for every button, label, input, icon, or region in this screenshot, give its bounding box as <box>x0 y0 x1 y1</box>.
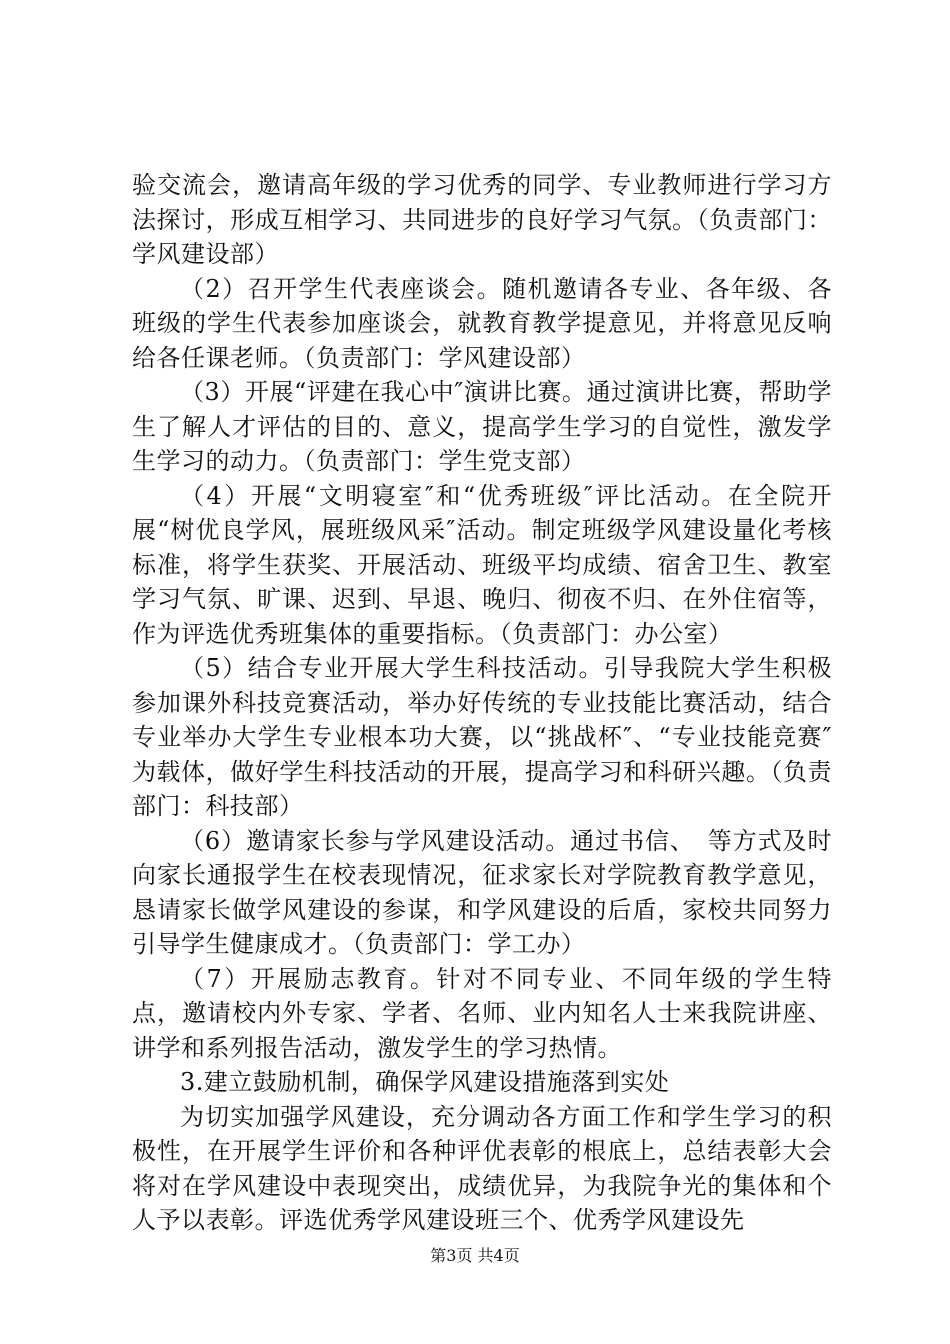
paragraph-continuation: 验交流会，邀请高年级的学习优秀的同学、专业教师进行学习方法探讨，形成互相学习、共同进步的良好学习气氛。（负责部门：学风建设部） <box>132 171 832 268</box>
paragraph-item-4: （4）开展“文明寝室″和“优秀班级″评比活动。在全院开展“树优良学风，展班级风采″活动。制定班级学风建设量化考核标准，将学生获奖、开展活动、班级平均成绩、宿舍卫生、教室学习气氛、旷课、迟到、早退、晚归、彻夜不归、在外住宿等，作为评选优秀班集体的重要指标。（负责部门：办公室） <box>132 481 832 648</box>
paragraph-item-5: （5）结合专业开展大学生科技活动。引导我院大学生积极参加课外科技竞赛活动，举办好传统的专业技能比赛活动，结合专业举办大学生专业根本功大赛，以“挑战杯″、“专业技能竞赛″为载体，做好学生科技活动的开展，提高学习和科研兴趣。（负责部门：科技部） <box>132 654 832 820</box>
paragraph-incentive: 为切实加强学风建设，充分调动各方面工作和学生学习的积极性，在开展学生评价和各种评优表彰的根底上，总结表彰大会将对在学风建设中表现突出，成绩优异，为我院争光的集体和个人予以表彰。评选优秀学风建设班三个、优秀学风建设先 <box>132 1102 832 1234</box>
paragraph-item-3: （3）开展“评建在我心中″演讲比赛。通过演讲比赛，帮助学生了解人才评估的目的、意义，提高学生学习的自觉性，激发学生学习的动力。（负责部门：学生党支部） <box>132 378 832 475</box>
document-body <box>132 168 832 1238</box>
page-number-footer: 第3页 共4页 <box>430 1246 520 1265</box>
paragraph-item-2: （2）召开学生代表座谈会。随机邀请各专业、各年级、各班级的学生代表参加座谈会，就教育教学提意见，并将意见反响给各任课老师。（负责部门：学风建设部） <box>132 274 832 372</box>
section-heading: 3.建立鼓励机制，确保学风建设措施落到实处 <box>180 1068 670 1096</box>
paragraph-item-7: （7）开展励志教育。针对不同专业、不同年级的学生特点，邀请校内外专家、学者、名师、业内知名人士来我院讲座、讲学和系列报告活动，激发学生的学习热情。 <box>132 964 832 1062</box>
paragraph-item-6: （6）邀请家长参与学风建设活动。通过书信、 等方式及时向家长通报学生在校表现情况，征求家长对学院教育教学意见，恳请家长做学风建设的参谋，和学风建设的后盾，家校共同努力引导学生健康成才。（负责部门：学工办） <box>132 826 832 958</box>
